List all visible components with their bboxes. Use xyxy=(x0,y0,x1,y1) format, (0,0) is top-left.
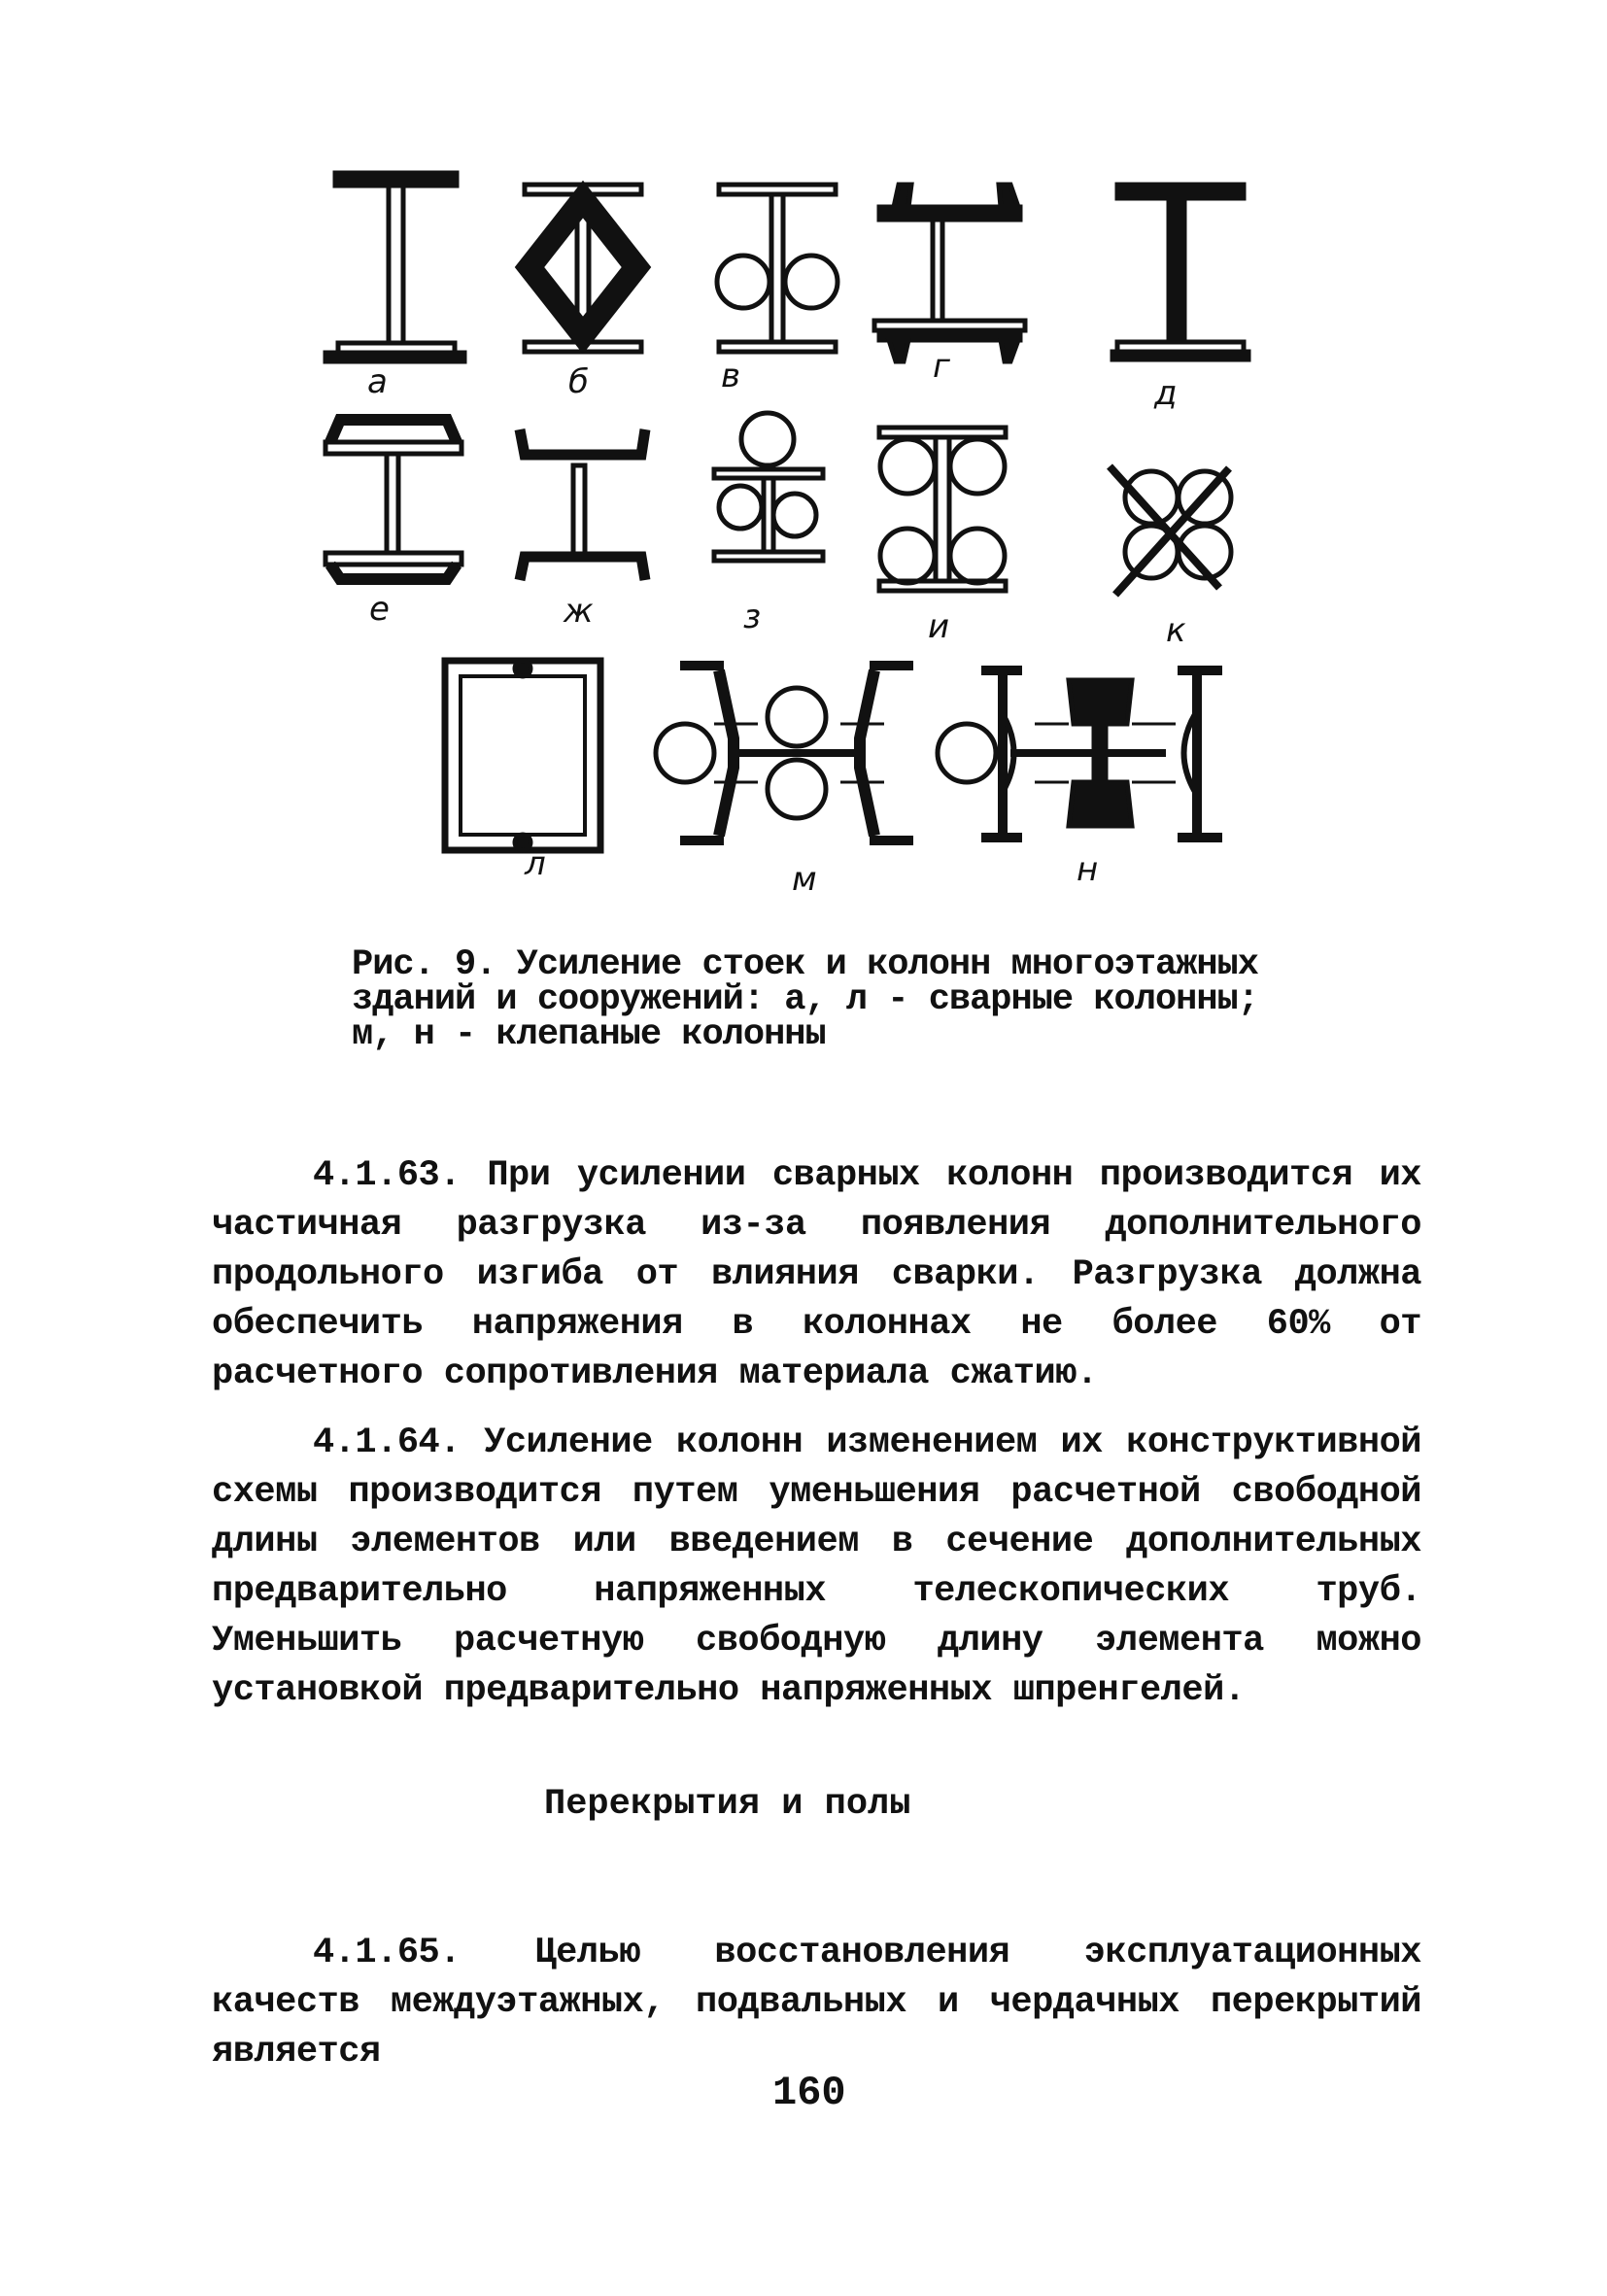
figure-9-column-sections xyxy=(0,0,1607,913)
paragraph-4-1-63 xyxy=(212,1151,1421,1399)
paragraph-text: 4.1.65. Целью восстановления эксплуатационных качеств междуэтажных, подвальных и чердачных перекрытий является xyxy=(212,1933,1421,2073)
section-a xyxy=(325,173,464,361)
label-g: г xyxy=(933,347,950,386)
label-e: е xyxy=(369,590,390,629)
label-b: б xyxy=(568,362,589,401)
section-n xyxy=(938,670,1222,838)
section-zh xyxy=(520,429,645,580)
paragraph-4-1-64 xyxy=(212,1419,1421,1716)
section-e xyxy=(325,420,462,579)
label-a: а xyxy=(367,362,388,401)
paragraph-text: 4.1.63. При усилении сварных колонн производится их частичная разгрузка из-за появления дополнительного продольного изгиба от влияния сварки. Разгрузка должна обеспечить напряжения в колоннах не более 60% от расчетного сопротивления материала сжатию. xyxy=(212,1155,1421,1394)
caption-line: м, н - клепаные колонны xyxy=(352,1014,826,1055)
section-z xyxy=(714,413,823,561)
label-d: д xyxy=(1154,374,1178,413)
section-heading: Перекрытия и полы xyxy=(544,1784,911,1825)
label-l: л xyxy=(525,844,546,883)
label-k: к xyxy=(1166,611,1186,650)
label-i: и xyxy=(928,607,950,646)
caption-line: Рис. 9. Усиление стоек и колонн многоэтажных xyxy=(352,944,1258,985)
caption-line: зданий и сооружений: а, л - сварные колонны; xyxy=(352,979,1258,1020)
label-z: з xyxy=(743,598,762,636)
figure-caption xyxy=(352,944,1323,1055)
section-k xyxy=(1110,466,1231,595)
page-number: 160 xyxy=(772,2070,846,2116)
section-m xyxy=(656,666,913,840)
label-m: м xyxy=(792,860,817,899)
label-zh: ж xyxy=(564,592,594,631)
section-v xyxy=(717,185,838,352)
section-b xyxy=(525,185,641,352)
label-v: в xyxy=(721,357,741,395)
section-i xyxy=(879,428,1006,591)
label-n: н xyxy=(1077,850,1099,889)
paragraph-4-1-65 xyxy=(212,1929,1421,2077)
section-g xyxy=(874,185,1025,361)
section-l xyxy=(445,661,600,850)
section-d xyxy=(1112,185,1248,360)
paragraph-text: 4.1.64. Усиление колонн изменением их конструктивной схемы производится путем уменьшения расчетной свободной длины элементов или введением в сечение дополнительных предварительно напряженных телескопических труб. Уменьшить расчетную свободную длину элемента можно установкой предварительно напряженных шпренгелей. xyxy=(212,1422,1421,1711)
